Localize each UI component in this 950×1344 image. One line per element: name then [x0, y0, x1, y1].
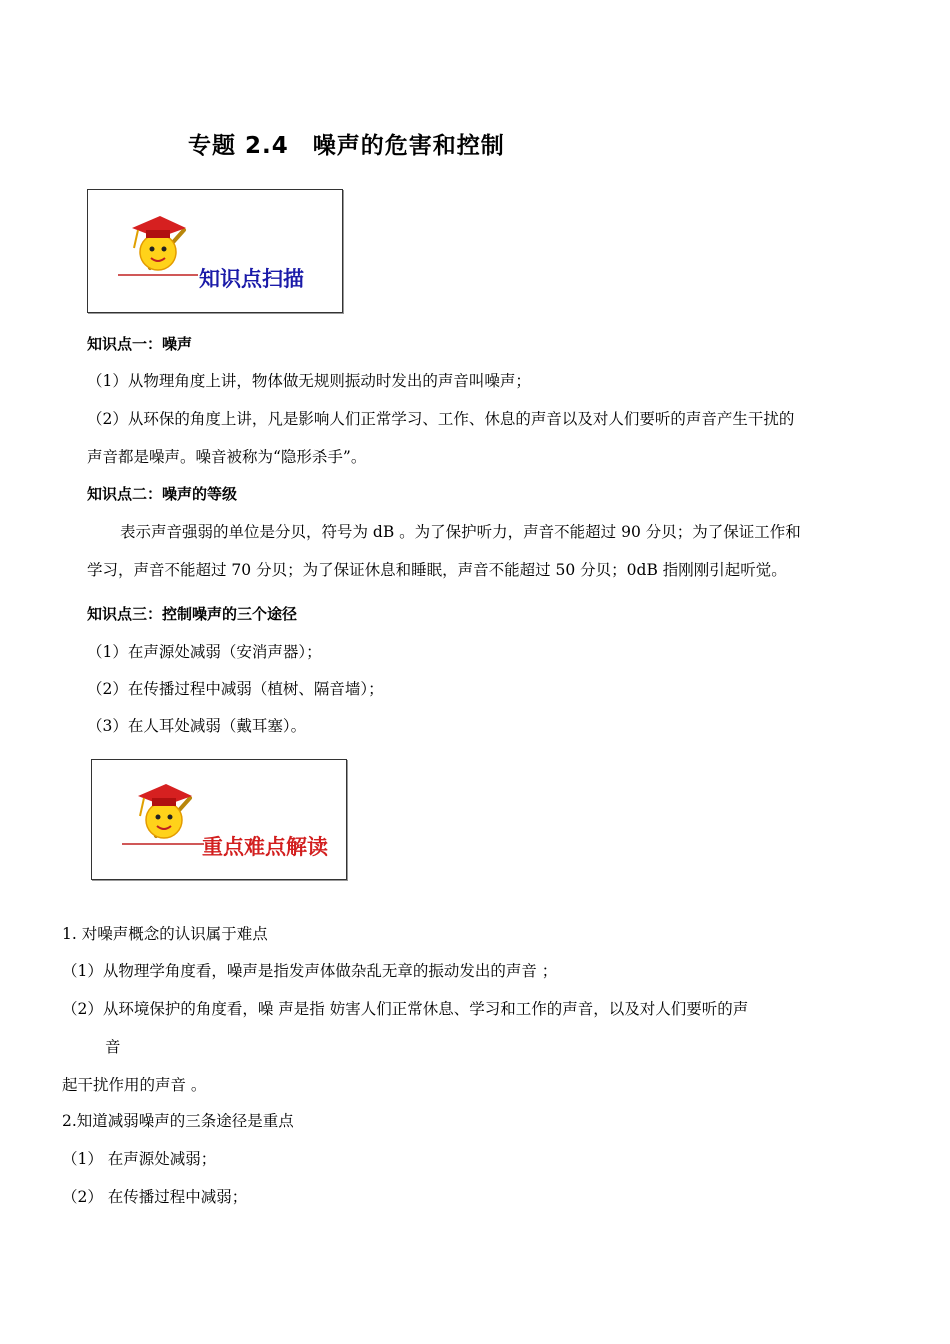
- k1-heading: 知识点一：噪声: [87, 335, 193, 353]
- k3-heading: 知识点三：控制噪声的三个途径: [87, 605, 298, 623]
- k3-line3: （3）在人耳处减弱（戴耳塞）。: [87, 717, 307, 735]
- s2-line1: （1） 在声源处减弱；: [62, 1150, 217, 1168]
- s2-line2: （2） 在传播过程中减弱；: [62, 1188, 248, 1206]
- s1-line3: 音: [105, 1038, 121, 1056]
- k2-heading: 知识点二：噪声的等级: [87, 485, 238, 503]
- page-title: 专题 2.4 噪声的危害和控制: [188, 133, 505, 159]
- banner-label: 重点难点解读: [202, 835, 328, 859]
- graduate-mascot-icon: [88, 190, 342, 312]
- s1-line4: 起干扰作用的声音 。: [62, 1076, 207, 1094]
- key-points-banner: [91, 759, 347, 880]
- knowledge-scan-banner: [87, 189, 343, 313]
- s1-line1: （1）从物理学角度看，噪声是指发声体做杂乱无章的振动发出的声音 ；: [62, 962, 558, 980]
- k3-line2: （2）在传播过程中减弱（植树、隔音墙）；: [87, 680, 384, 698]
- k1-line2: （2）从环保的角度上讲，凡是影响人们正常学习、工作、休息的声音以及对人们要听的声音产生干扰的: [87, 410, 795, 428]
- banner-label: 知识点扫描: [199, 267, 304, 291]
- s2-heading: 2.知道减弱噪声的三条途径是重点: [62, 1112, 294, 1130]
- s1-heading: 1. 对噪声概念的认识属于难点: [62, 925, 268, 943]
- k3-line1: （1）在声源处减弱（安消声器）；: [87, 643, 322, 661]
- s1-line2: （2）从环境保护的角度看，噪 声是指 妨害人们正常休息、学习和工作的声音，以及对人们要听的声: [62, 1000, 749, 1018]
- k2-line1: 表示声音强弱的单位是分贝，符号为 dB 。为了保护听力，声音不能超过 90 分贝；为了保证工作和: [120, 523, 801, 541]
- k2-line2: 学习，声音不能超过 70 分贝；为了保证休息和睡眠，声音不能超过 50 分贝；0dB 指刚刚引起听觉。: [87, 561, 787, 579]
- k1-line1: （1）从物理角度上讲，物体做无规则振动时发出的声音叫噪声；: [87, 372, 531, 390]
- k1-line3: 声音都是噪声。噪音被称为“隐形杀手”。: [87, 448, 367, 466]
- graduate-mascot-icon: [92, 760, 346, 879]
